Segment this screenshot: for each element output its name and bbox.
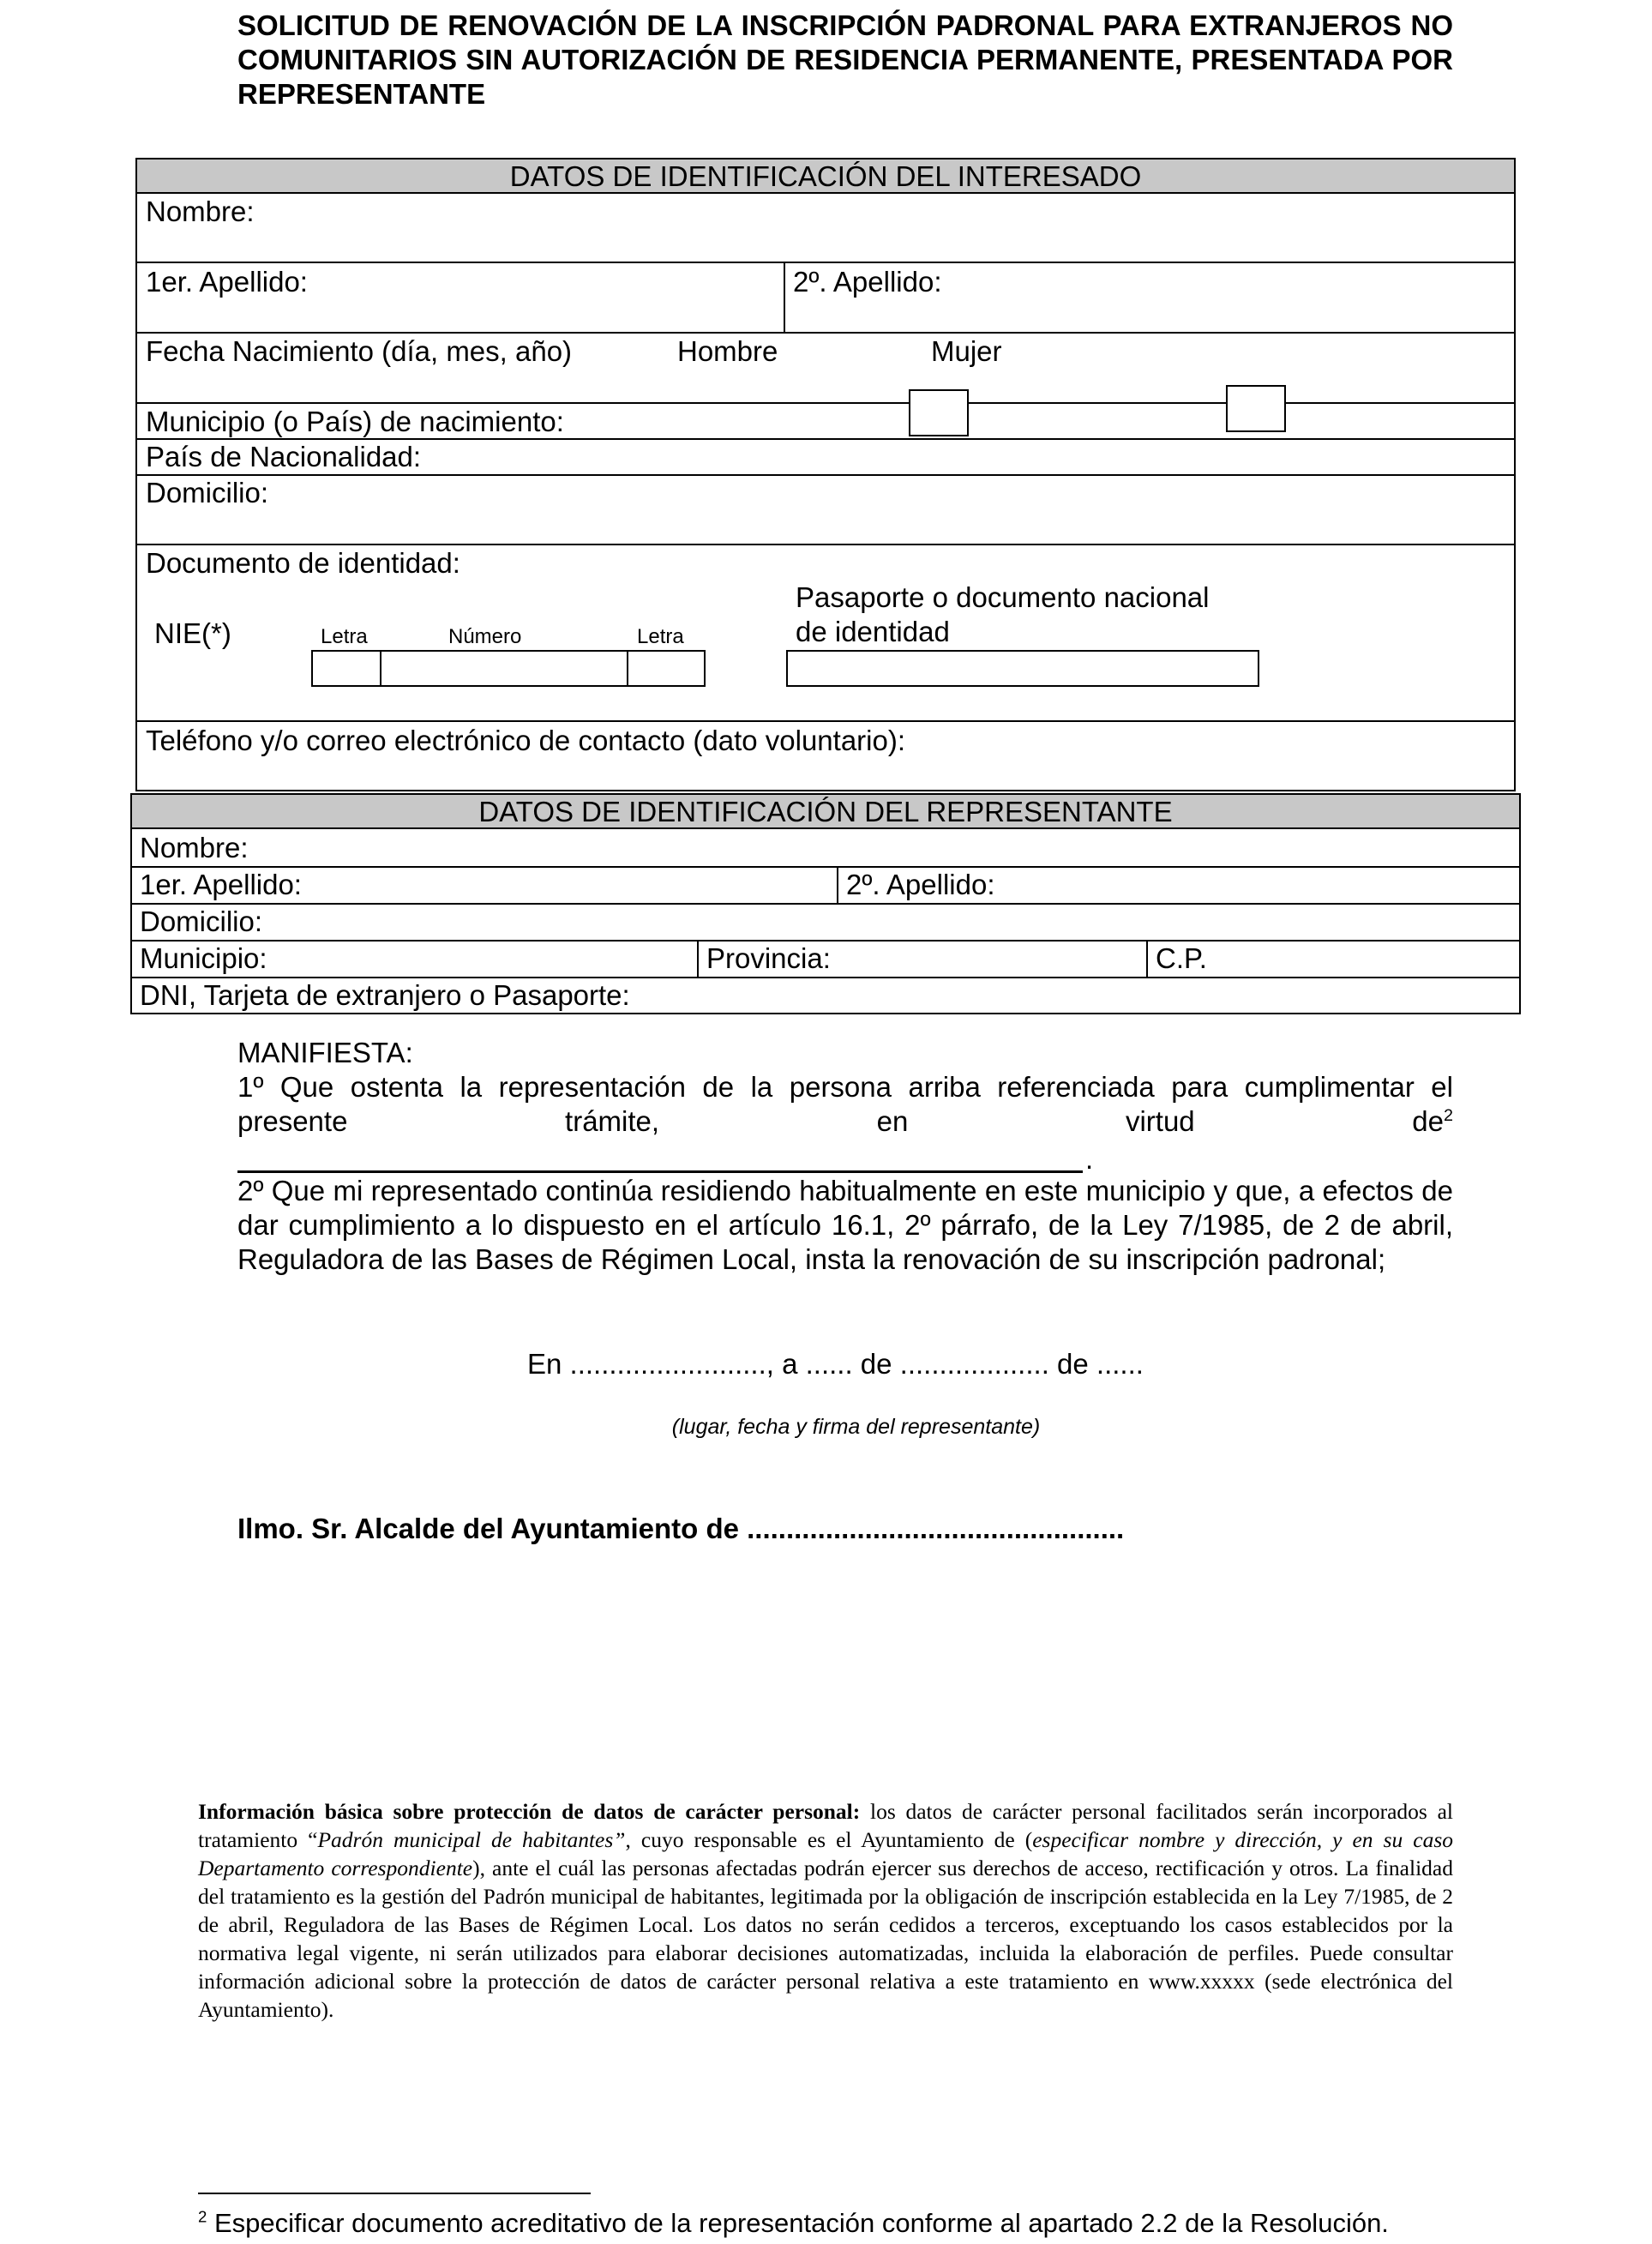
word-en: en [876, 1105, 909, 1137]
pais-nacionalidad-label: País de Nacionalidad: [146, 441, 422, 472]
nie-letra2-label: Letra [637, 625, 684, 648]
telefono-label: Teléfono y/o correo electrónico de contacto (dato voluntario): [146, 725, 906, 756]
representante-provincia-label: Provincia: [706, 942, 831, 974]
domicilio-label: Domicilio: [146, 477, 269, 508]
mujer-checkbox[interactable] [1226, 385, 1286, 432]
documento-identidad-label: Documento de identidad: [146, 547, 460, 579]
word-presente: presente [237, 1105, 348, 1137]
manifiesta-p2: 2º Que mi representado continúa residiendo habitualmente en este municipio y que, a efectos de dar cumplimiento a lo dispuesto en el artículo 16.1, 2º párrafo, de la Ley 7/1985, de 2 de abril, Reguladora de las Bases de Régimen Local, insta la renovación de su inscripción padronal; [237, 1175, 1453, 1275]
firma-nota: (lugar, fecha y firma del representante) [671, 1415, 1041, 1439]
municipio-nacimiento-label: Municipio (o País) de nacimiento: [146, 406, 564, 437]
pasaporte-label-line1: Pasaporte o documento nacional [796, 581, 1210, 613]
destinatario: Ilmo. Sr. Alcalde del Ayuntamiento de ................................................ [237, 1513, 1125, 1544]
representante-dni-label: DNI, Tarjeta de extranjero o Pasaporte: [140, 979, 630, 1011]
pasaporte-label-line2: de identidad [796, 616, 950, 647]
nie-letra1-label: Letra [321, 625, 368, 648]
interesado-header: DATOS DE IDENTIFICACIÓN DEL INTERESADO [137, 159, 1514, 194]
privacy-notice: Información básica sobre protección de datos de carácter personal: los datos de carácter personal facilitados serán incorporados al tratamiento “Padrón municipal de habitantes”, cuyo responsable es el Ayuntamiento de (especificar nombre y dirección, y en su caso Departamento correspondiente), ante el cuál las personas afectadas podrán ejercer sus derechos de acceso, rectificación y otros. La finalidad del tratamiento es la gestión del Padrón municipal de habitantes, legitimada por la obligación de inscripción establecida en la Ley 7/1985, de 2 de abril, Reguladora de las Bases de Régimen Local. Los datos no serán cedidos a terceros, exceptuando los casos establecidos por la normativa legal vigente, ni serán utilizados para elaborar decisiones automatizadas, incluida la elaboración de perfiles. Puede consultar información adicional sobre la protección de datos de carácter personal relativa a este tratamiento en www.xxxxx (sede electrónica del Ayuntamiento). [198, 1799, 1453, 2022]
representante-municipio-label: Municipio: [140, 942, 267, 974]
interesado-apellido2-label: 2º. Apellido: [793, 266, 942, 298]
interesado-apellido1-label: 1er. Apellido: [146, 266, 308, 298]
mujer-label: Mujer [931, 335, 1002, 367]
lugar-fecha-line: En ........................., a ...... de ................... de ...... [527, 1348, 1144, 1380]
nie-letra2-field[interactable] [627, 650, 706, 687]
manifiesta-p1-line1: 1º Que ostenta la representación de la persona arriba referenciada para cumplimentar el [237, 1071, 1453, 1103]
document-title: SOLICITUD DE RENOVACIÓN DE LA INSCRIPCIÓN PADRONAL PARA EXTRANJEROS NO COMUNITARIOS SIN AUTORIZACIÓN DE RESIDENCIA PERMANENTE, PRESENTADA POR REPRESENTANTE [237, 9, 1453, 110]
representante-apellido1-label: 1er. Apellido: [140, 869, 302, 900]
pasaporte-field[interactable] [786, 650, 1259, 687]
representante-nombre-label: Nombre: [140, 832, 249, 863]
hombre-label: Hombre [677, 335, 778, 367]
hombre-checkbox[interactable] [909, 389, 969, 436]
fecha-nacimiento-label: Fecha Nacimiento (día, mes, año) [146, 335, 573, 367]
footnote-ref: 2 [1443, 1106, 1453, 1125]
word-virtud: virtud [1125, 1105, 1195, 1137]
representante-domicilio-label: Domicilio: [140, 905, 263, 937]
nie-numero-field[interactable] [380, 650, 628, 687]
representacion-blank-line[interactable] [237, 1170, 1083, 1173]
representante-apellido2-label: 2º. Apellido: [846, 869, 995, 900]
representante-header: DATOS DE IDENTIFICACIÓN DEL REPRESENTANTE [132, 795, 1519, 829]
word-de: $de^2$ [1412, 1105, 1453, 1137]
footnote-mark: 2 [198, 2207, 207, 2226]
footnote: $^2$ Especificar documento acreditativo de la representación conforme al apartado 2.2 de la Resolución. [198, 2207, 1389, 2238]
interesado-nombre-label: Nombre: [146, 196, 255, 227]
nie-letra1-field[interactable] [311, 650, 381, 687]
nie-label: NIE(*) [154, 617, 231, 649]
manifiesta-heading: MANIFIESTA: [237, 1037, 413, 1068]
footnote-separator [198, 2193, 591, 2194]
word-tramite: trámite, [565, 1105, 660, 1137]
representante-cp-label: C.P. [1156, 942, 1207, 974]
representacion-line-end: . [1085, 1143, 1094, 1175]
nie-numero-label: Número [448, 625, 522, 648]
manifiesta-p1-line2 [237, 1104, 1453, 1139]
